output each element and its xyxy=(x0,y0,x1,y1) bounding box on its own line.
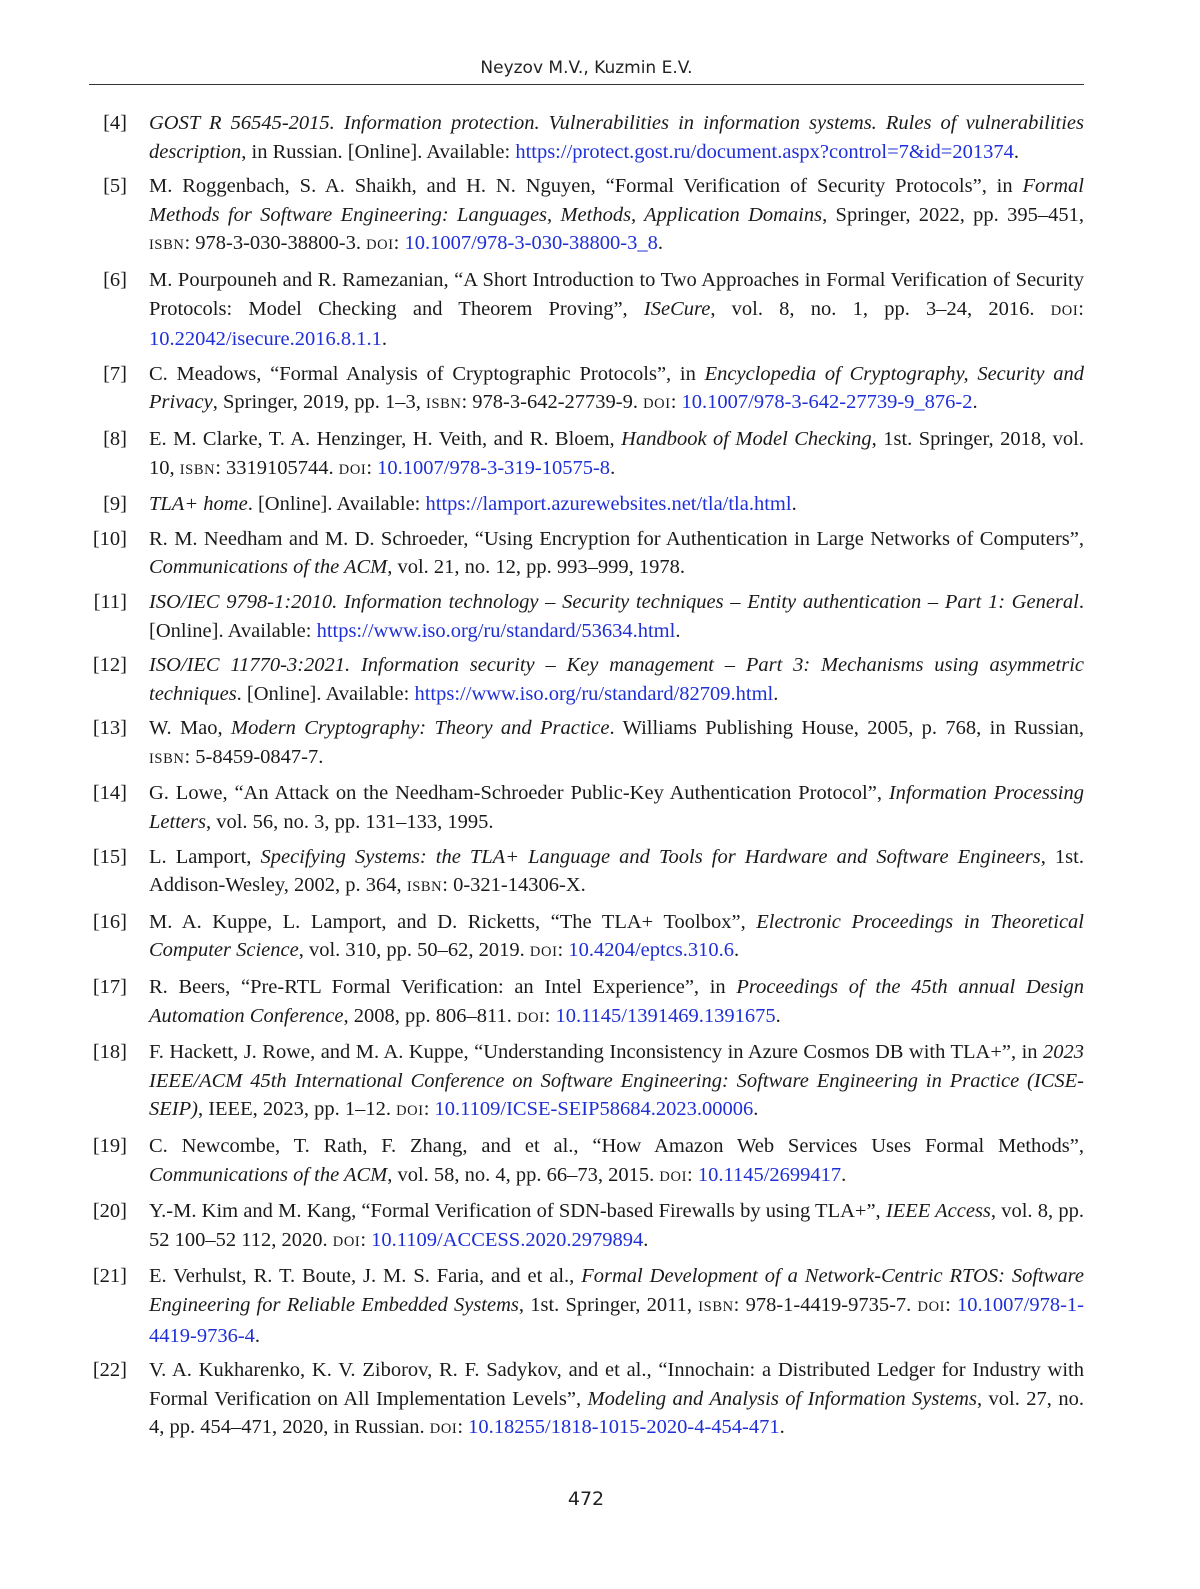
reference-segment: W. Mao, xyxy=(149,717,232,740)
reference-link[interactable]: https://www.iso.org/ru/standard/53634.html xyxy=(316,619,676,642)
reference-segment: . xyxy=(734,939,740,962)
reference-segment: G. Lowe, “An Attack on the Needham-Schroeder Public-Key Authentication Protocol”, xyxy=(149,782,889,805)
reference-item xyxy=(89,779,1084,836)
reference-title: Formal Methods for Software Engineering: Languages, Methods, Application Domains xyxy=(149,175,1084,226)
reference-number: [12] xyxy=(92,654,127,677)
reference-title: ISeCure xyxy=(643,297,711,320)
identifier-label: DOI xyxy=(529,944,558,961)
reference-item xyxy=(89,425,1084,484)
reference-text xyxy=(149,172,1084,260)
reference-number: [5] xyxy=(103,175,127,198)
identifier-label: ISBN xyxy=(698,1298,734,1315)
reference-text xyxy=(149,588,1084,645)
reference-segment: , vol. 58, no. 4, pp. 66–73, 2015. xyxy=(387,1163,660,1186)
reference-item xyxy=(89,714,1084,773)
reference-segment: , vol. 27, no. 4, pp. 454–471, 2020, in Russian. xyxy=(149,1387,1084,1439)
identifier-label: DOI xyxy=(517,1009,545,1026)
reference-item xyxy=(89,360,1084,419)
reference-segment: : xyxy=(457,1416,469,1439)
reference-title: ISO/IEC 9798-1:2010. Information technology – Security techniques – Entity authentication – Part 1: General xyxy=(149,590,1079,613)
reference-text xyxy=(149,651,1084,708)
reference-segment: . xyxy=(841,1163,847,1186)
reference-link[interactable]: https://www.iso.org/ru/standard/82709.html xyxy=(414,682,774,705)
reference-title: 2023 IEEE/ACM 45th International Conference on Software Engineering: Software Engineering in Practice (ICSE-SEIP) xyxy=(149,1041,1084,1121)
reference-segment: . xyxy=(643,1228,649,1251)
reference-segment: : xyxy=(366,456,378,479)
reference-number: [18] xyxy=(92,1041,127,1064)
reference-item xyxy=(89,843,1084,902)
reference-title: Modeling and Analysis of Information Systems xyxy=(587,1387,977,1410)
reference-segment: R. Beers, “Pre-RTL Formal Verification: an Intel Experience”, in xyxy=(149,976,737,999)
reference-segment: E. M. Clarke, T. A. Henzinger, H. Veith, and R. Bloem, xyxy=(149,427,622,450)
reference-link[interactable]: https://protect.gost.ru/document.aspx?control=7&id=201374 xyxy=(515,140,1014,163)
reference-segment: F. Hackett, J. Rowe, and M. A. Kuppe, “Understanding Inconsistency in Azure Cosmos DB with TLA+”, in xyxy=(149,1041,1043,1064)
reference-segment: , vol. 8, pp. 52 100–52 112, 2020. xyxy=(149,1200,1084,1251)
reference-item xyxy=(89,172,1084,260)
reference-segment: . Williams Publishing House, 2005, p. 768, in Russian, xyxy=(609,717,1084,740)
reference-segment: , 2008, pp. 806–811. xyxy=(343,1004,518,1027)
reference-segment: M. A. Kuppe, L. Lamport, and D. Ricketts, “The TLA+ Toolbox”, xyxy=(149,910,757,933)
reference-segment: , Springer, 2019, pp. 1–3, xyxy=(212,391,427,414)
reference-segment: . xyxy=(254,1324,261,1347)
reference-text xyxy=(149,360,1084,419)
reference-segment: M. Roggenbach, S. A. Shaikh, and H. N. Nguyen, “Formal Verification of Security Protocols”, in xyxy=(149,175,1023,198)
reference-title: Handbook of Model Checking xyxy=(621,427,872,450)
reference-text xyxy=(149,109,1084,166)
header-rule xyxy=(89,84,1084,85)
reference-segment: : xyxy=(557,939,569,962)
reference-text xyxy=(149,1197,1084,1256)
reference-segment: . xyxy=(775,1004,781,1027)
reference-item xyxy=(89,588,1084,645)
reference-text xyxy=(149,425,1084,484)
reference-link[interactable]: 10.1007/978-3-642-27739-9_876-2 xyxy=(681,391,973,414)
reference-link[interactable]: 10.1109/ACCESS.2020.2979894 xyxy=(371,1228,644,1251)
reference-link[interactable]: 10.1145/2699417 xyxy=(697,1163,842,1186)
reference-title: IEEE Access xyxy=(885,1200,991,1223)
reference-segment: , in Russian. [Online]. Available: xyxy=(241,140,516,163)
reference-segment: : xyxy=(687,1163,698,1186)
reference-title: Proceedings of the 45th annual Design Automation Conference xyxy=(149,976,1084,1027)
reference-title: Information Processing Letters xyxy=(149,782,1084,834)
reference-segment: V. A. Kukharenko, K. V. Ziborov, R. F. Sadykov, and et al., “Innochain: a Distributed Ledger for Industry with Formal Verification on All Implementation Levels”, xyxy=(149,1359,1084,1410)
reference-segment: , vol. 21, no. 12, pp. 993–999, 1978. xyxy=(387,556,686,579)
reference-segment: , vol. 56, no. 3, pp. 131–133, 1995. xyxy=(205,811,494,834)
reference-number: [7] xyxy=(103,362,127,385)
reference-title: Communications of the ACM xyxy=(149,556,388,579)
reference-title: TLA+ home xyxy=(149,493,248,516)
reference-item xyxy=(89,109,1084,166)
reference-segment: C. Meadows, “Formal Analysis of Cryptographic Protocols”, in xyxy=(149,362,705,385)
reference-item xyxy=(89,1132,1084,1191)
reference-segment: : 978-1-4419-9735-7. xyxy=(733,1293,918,1316)
identifier-label: DOI xyxy=(429,1421,458,1438)
reference-number: [19] xyxy=(92,1135,127,1157)
reference-segment: : xyxy=(393,232,405,255)
reference-segment: . xyxy=(381,328,387,351)
page-number: 472 xyxy=(567,1488,605,1510)
reference-number: [17] xyxy=(92,976,127,999)
reference-segment: , IEEE, 2023, pp. 1–12. xyxy=(197,1098,397,1121)
reference-text xyxy=(149,1262,1084,1350)
reference-number: [16] xyxy=(92,910,127,933)
reference-segment: , vol. 8, no. 1, pp. 3–24, 2016. xyxy=(710,297,1051,320)
identifier-label: ISBN xyxy=(179,461,216,478)
reference-item xyxy=(89,1262,1084,1350)
identifier-label: ISBN xyxy=(149,750,185,767)
reference-segment: : 0-321-14306-X. xyxy=(442,874,586,897)
reference-segment: : 978-3-642-27739-9. xyxy=(461,391,644,414)
reference-link[interactable]: 10.1007/978-1-4419-9736-4 xyxy=(149,1293,1084,1347)
reference-text xyxy=(149,1132,1084,1191)
reference-text xyxy=(149,843,1084,902)
reference-segment: , Springer, 2022, pp. 395–451, xyxy=(822,203,1084,226)
reference-segment: M. Pourpouneh and R. Ramezanian, “A Short Introduction to Two Approaches in Formal Verification of Security Protocols: Model Checking and Theorem Proving”, xyxy=(149,268,1084,320)
reference-segment: R. M. Needham and M. D. Schroeder, “Using Encryption for Authentication in Large Networks of Computers”, xyxy=(149,527,1084,550)
reference-list xyxy=(89,109,1084,1450)
reference-number: [9] xyxy=(103,493,127,516)
reference-segment: . xyxy=(610,456,616,479)
reference-title: Electronic Proceedings in Theoretical Computer Science xyxy=(149,910,1084,962)
reference-link[interactable]: https://lamport.azurewebsites.net/tla/tla.html xyxy=(425,493,792,516)
reference-title: Specifying Systems: the TLA+ Language and Tools for Hardware and Software Engineers xyxy=(260,845,1041,868)
reference-segment: , vol. 310, pp. 50–62, 2019. xyxy=(298,939,530,962)
reference-number: [21] xyxy=(92,1265,127,1288)
running-header: Neyzov M.V., Kuzmin E.V. xyxy=(480,58,693,78)
identifier-label: DOI xyxy=(332,1233,361,1250)
reference-text xyxy=(149,490,1084,519)
reference-text xyxy=(149,908,1084,967)
reference-item xyxy=(89,651,1084,708)
reference-segment: . xyxy=(657,232,663,255)
identifier-label: ISBN xyxy=(149,237,185,254)
reference-text xyxy=(149,779,1084,836)
reference-text xyxy=(149,266,1084,354)
reference-link[interactable]: 10.22042/isecure.2016.8.1.1 xyxy=(149,328,382,351)
reference-link[interactable]: 10.1145/1391469.1391675 xyxy=(555,1004,776,1027)
reference-number: [10] xyxy=(92,527,127,550)
reference-title: Modern Cryptography: Theory and Practice xyxy=(231,717,610,740)
reference-text xyxy=(149,525,1084,582)
reference-segment: C. Newcombe, T. Rath, F. Zhang, and et al., “How Amazon Web Services Uses Formal Methods”, xyxy=(149,1135,1084,1157)
reference-item xyxy=(89,1038,1084,1126)
reference-item xyxy=(89,490,1084,519)
reference-title: Formal Development of a Network-Centric RTOS: Software Engineering for Reliable Embedded Systems xyxy=(149,1265,1084,1316)
identifier-label: DOI xyxy=(1050,302,1079,319)
reference-link[interactable]: 10.18255/1818-1015-2020-4-454-471 xyxy=(468,1416,780,1439)
identifier-label: DOI xyxy=(643,396,671,413)
reference-link[interactable]: 10.1007/978-3-030-38800-3_8 xyxy=(404,232,658,255)
reference-segment: . [Online]. Available: xyxy=(247,493,426,516)
reference-segment: . xyxy=(675,619,681,642)
reference-item xyxy=(89,525,1084,582)
reference-title: Encyclopedia of Cryptography, Security and Privacy xyxy=(149,362,1084,414)
reference-segment: : xyxy=(544,1004,556,1027)
reference-number: [14] xyxy=(92,782,127,805)
reference-segment: . xyxy=(791,493,797,516)
reference-segment: , 1st. Springer, 2011, xyxy=(518,1293,699,1316)
reference-segment: : 5-8459-0847-7. xyxy=(184,745,324,768)
reference-item xyxy=(89,973,1084,1032)
reference-number: [4] xyxy=(103,112,127,134)
reference-segment: . [Online]. Available: xyxy=(149,590,1084,642)
reference-item xyxy=(89,1197,1084,1256)
reference-segment: L. Lamport, xyxy=(149,845,261,868)
reference-segment: . xyxy=(773,682,779,705)
reference-item xyxy=(89,1356,1084,1444)
reference-segment: , 1st. Springer, 2018, vol. 10, xyxy=(149,427,1084,479)
identifier-label: DOI xyxy=(659,1168,687,1185)
reference-segment: . xyxy=(1013,140,1019,163)
identifier-label: DOI xyxy=(917,1298,946,1315)
reference-segment: : 3319105744. xyxy=(215,456,339,479)
reference-title: GOST R 56545-2015. Information protection. Vulnerabilities in information systems. Rules of vulnerabilities description xyxy=(149,112,1084,163)
reference-segment: : xyxy=(670,391,682,414)
reference-number: [13] xyxy=(92,717,127,740)
identifier-label: DOI xyxy=(338,461,367,478)
reference-text xyxy=(149,1356,1084,1444)
reference-number: [22] xyxy=(92,1359,127,1382)
reference-item xyxy=(89,266,1084,354)
identifier-label: DOI xyxy=(396,1103,424,1120)
reference-number: [6] xyxy=(103,268,127,291)
reference-segment: Y.-M. Kim and M. Kang, “Formal Verification of SDN-based Firewalls by using TLA+”, xyxy=(149,1200,886,1223)
reference-link[interactable]: 10.1007/978-3-319-10575-8 xyxy=(377,456,611,479)
reference-link[interactable]: 10.1109/ICSE-SEIP58684.2023.00006 xyxy=(434,1098,754,1121)
reference-segment: : xyxy=(423,1098,435,1121)
reference-segment: . xyxy=(972,391,978,414)
reference-text xyxy=(149,973,1084,1032)
reference-link[interactable]: 10.4204/eptcs.310.6 xyxy=(568,939,735,962)
reference-segment: E. Verhulst, R. T. Boute, J. M. S. Faria, and et al., xyxy=(149,1265,582,1288)
reference-title: ISO/IEC 11770-3:2021. Information security – Key management – Part 3: Mechanisms using asymmetric techniques xyxy=(149,654,1084,705)
reference-text xyxy=(149,1038,1084,1126)
reference-segment: : xyxy=(1078,297,1084,320)
reference-segment: : xyxy=(945,1293,957,1316)
reference-number: [15] xyxy=(92,845,127,868)
reference-number: [8] xyxy=(103,427,127,450)
reference-number: [20] xyxy=(92,1200,127,1223)
identifier-label: ISBN xyxy=(406,879,443,896)
reference-title: Communications of the ACM xyxy=(149,1163,388,1186)
reference-text xyxy=(149,714,1084,773)
reference-segment: : 978-3-030-38800-3. xyxy=(184,232,367,255)
reference-number: [11] xyxy=(93,590,127,613)
reference-segment: , 1st. Addison-Wesley, 2002, p. 364, xyxy=(149,845,1084,897)
reference-segment: . [Online]. Available: xyxy=(236,682,415,705)
identifier-label: ISBN xyxy=(426,396,462,413)
identifier-label: DOI xyxy=(366,237,394,254)
reference-segment: : xyxy=(360,1228,372,1251)
reference-item xyxy=(89,908,1084,967)
reference-segment: . xyxy=(753,1098,759,1121)
reference-segment: . xyxy=(779,1416,785,1439)
